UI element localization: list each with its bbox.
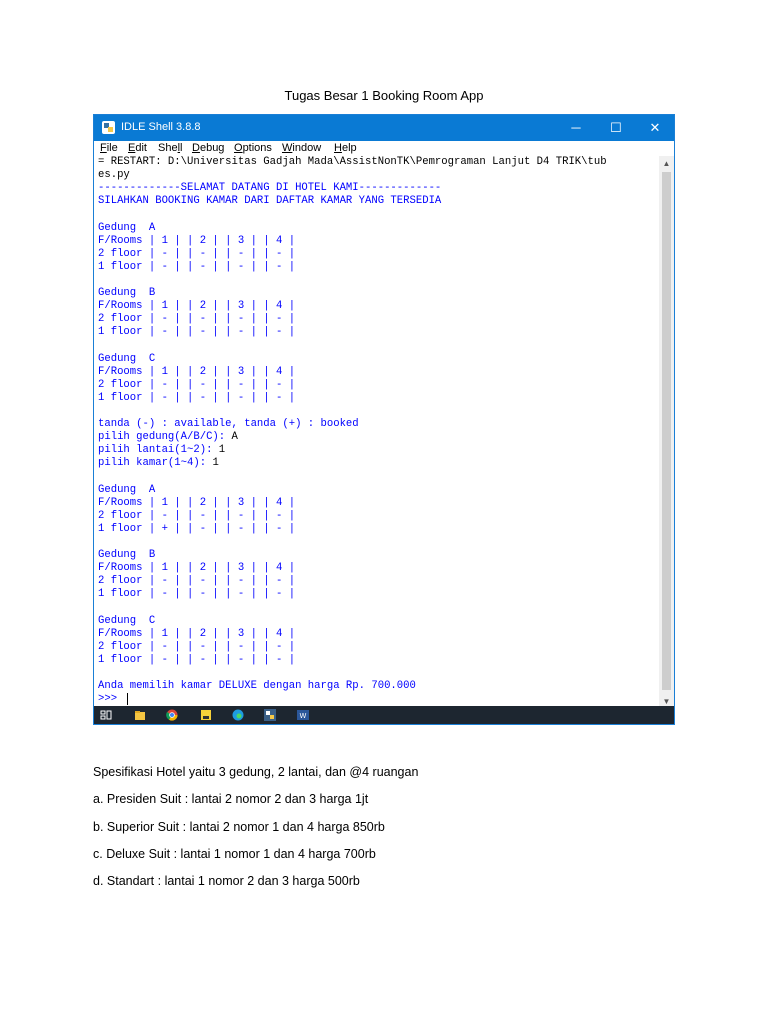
console-line	[98, 379, 295, 392]
console-line	[98, 300, 295, 313]
menu-file-mnemonic: F	[100, 142, 107, 154]
console-line	[98, 169, 130, 182]
console-line-text: pilih lantai(1~2):	[98, 444, 219, 457]
console-line	[98, 156, 607, 169]
console-line-text: 1 floor | - | | - | | - | | - |	[98, 588, 296, 601]
console-line-text: Gedung A	[98, 483, 156, 496]
console-line	[98, 353, 155, 366]
menu-edit-mnemonic: E	[128, 142, 136, 154]
maximize-button[interactable]: ☐	[610, 120, 622, 135]
menu-help[interactable]	[334, 142, 357, 154]
console-line-text: pilih gedung(A/B/C):	[98, 431, 232, 444]
console-line-text: -------------SELAMAT DATANG DI HOTEL KAMI-------------	[98, 182, 442, 195]
console-line-text: es.py	[98, 169, 130, 182]
close-button[interactable]: ✕	[649, 120, 661, 135]
idle-icon[interactable]	[264, 709, 276, 721]
menu-shell[interactable]	[158, 142, 182, 154]
shell-console-output[interactable]	[98, 156, 660, 708]
console-line-text: F/Rooms | 1 | | 2 | | 3 | | 4 |	[98, 562, 296, 575]
console-line-text: 1 floor | - | | - | | - | | - |	[98, 260, 296, 273]
spec-line-standart: d. Standart : lantai 1 nomor 2 dan 3 harga 500rb	[93, 874, 360, 888]
console-line-text: 2 floor | - | | - | | - | | - |	[98, 640, 296, 653]
menu-shell-label-end: l	[180, 142, 183, 154]
console-line-text: 2 floor | - | | - | | - | | - |	[98, 509, 296, 522]
document-title: Tugas Besar 1 Booking Room App	[284, 88, 484, 103]
console-line	[98, 523, 295, 536]
console-line	[98, 222, 155, 235]
menu-options-label: ptions	[242, 142, 272, 154]
console-line	[98, 261, 295, 274]
console-line	[98, 195, 441, 208]
windows-taskbar	[94, 706, 674, 724]
console-line	[98, 588, 295, 601]
console-line-text: = RESTART: D:\Universitas Gadjah Mada\AssistNonTK\Pemrograman Lanjut D4 TRIK\tub	[98, 156, 607, 168]
console-line	[98, 248, 295, 261]
console-line-text: 2 floor | - | | - | | - | | - |	[98, 247, 296, 260]
console-line-text: SILAHKAN BOOKING KAMAR DARI DAFTAR KAMAR YANG TERSEDIA	[98, 195, 442, 208]
sticky-notes-icon[interactable]	[200, 709, 212, 721]
idle-shell-window[interactable]	[93, 114, 675, 725]
console-line	[98, 575, 295, 588]
console-line-text: 2 floor | - | | - | | - | | - |	[98, 378, 296, 391]
minimize-button[interactable]: ─	[571, 120, 581, 135]
console-line	[98, 418, 359, 431]
console-line	[98, 549, 155, 562]
svg-text:W: W	[299, 712, 307, 720]
console-line	[98, 182, 441, 195]
spec-line-intro: Spesifikasi Hotel yaitu 3 gedung, 2 lantai, dan @4 ruangan	[93, 765, 419, 779]
console-line	[98, 431, 238, 444]
menu-shell-label: She	[158, 142, 178, 154]
console-line	[98, 457, 219, 470]
console-line-text: 1 floor | + | | - | | - | | - |	[98, 522, 296, 535]
word-icon[interactable]	[297, 709, 309, 721]
console-line	[98, 510, 295, 523]
console-line-text: F/Rooms | 1 | | 2 | | 3 | | 4 |	[98, 496, 296, 509]
console-line	[98, 444, 225, 457]
console-line-text: Gedung B	[98, 287, 156, 299]
console-line-text: F/Rooms | 1 | | 2 | | 3 | | 4 |	[98, 234, 296, 247]
console-line	[98, 654, 295, 667]
menu-window-mnemonic: W	[282, 142, 293, 154]
console-line	[98, 680, 416, 693]
file-explorer-icon[interactable]	[134, 709, 146, 721]
menu-window-label: indow	[292, 142, 322, 154]
console-line-text: 2 floor | - | | - | | - | | - |	[98, 313, 296, 326]
menubar	[94, 141, 674, 156]
console-line-text: Gedung C	[98, 614, 156, 627]
spec-line-deluxe: c. Deluxe Suit : lantai 1 nomor 1 dan 4 harga 700rb	[93, 847, 376, 861]
console-line	[98, 235, 295, 248]
menu-options[interactable]	[234, 142, 272, 154]
scroll-up-arrow-icon[interactable]: ▲	[662, 159, 671, 168]
text-cursor	[127, 693, 128, 705]
console-user-input: 1	[212, 457, 219, 470]
spec-line-superior: b. Superior Suit : lantai 2 nomor 1 dan 4 harga 850rb	[93, 820, 385, 834]
menu-edit-label: dit	[135, 142, 147, 154]
console-user-input: A	[231, 431, 238, 444]
python-idle-icon	[102, 121, 115, 134]
menu-edit[interactable]	[128, 142, 147, 154]
menu-help-label: elp	[341, 142, 357, 154]
console-line	[98, 641, 295, 654]
menu-debug-label: ebug	[199, 142, 225, 154]
console-line-text: F/Rooms | 1 | | 2 | | 3 | | 4 |	[98, 300, 296, 313]
console-line-text: 1 floor | - | | - | | - | | - |	[98, 391, 296, 404]
console-line-text: F/Rooms | 1 | | 2 | | 3 | | 4 |	[98, 365, 296, 378]
spec-line-presiden: a. Presiden Suit : lantai 2 nomor 2 dan 3 harga 1jt	[93, 792, 369, 806]
console-line-text: 1 floor | - | | - | | - | | - |	[98, 653, 296, 666]
vertical-scrollbar[interactable]	[659, 156, 674, 708]
console-line-text: Gedung A	[98, 221, 156, 234]
chrome-icon[interactable]	[166, 709, 178, 721]
task-view-icon[interactable]	[100, 709, 112, 721]
console-line	[98, 313, 295, 326]
menu-file[interactable]	[100, 142, 118, 154]
scroll-down-arrow-icon[interactable]: ▼	[662, 697, 671, 706]
scrollbar-thumb[interactable]	[662, 172, 671, 690]
console-user-input: 1	[218, 444, 226, 457]
menu-debug-mnemonic: D	[192, 142, 200, 154]
menu-debug[interactable]	[192, 142, 224, 154]
console-line	[98, 615, 155, 628]
console-line-text: pilih kamar(1~4):	[98, 457, 213, 470]
window-title: IDLE Shell 3.8.8	[121, 121, 201, 133]
console-line	[98, 484, 155, 497]
console-line-text: >>>	[98, 693, 124, 706]
edge-icon[interactable]	[232, 709, 244, 721]
console-line	[98, 326, 295, 339]
console-line	[98, 392, 295, 405]
console-line-text: 2 floor | - | | - | | - | | - |	[98, 575, 296, 588]
console-line-text: F/Rooms | 1 | | 2 | | 3 | | 4 |	[98, 627, 296, 640]
console-line-text: 1 floor | - | | - | | - | | - |	[98, 326, 296, 339]
console-line-text: Anda memilih kamar DELUXE dengan harga Rp. 700.000	[98, 680, 416, 692]
console-line	[98, 287, 155, 300]
console-line-text: Gedung C	[98, 352, 156, 365]
console-line	[98, 497, 295, 510]
console-line-text: Gedung B	[98, 549, 156, 561]
console-line	[98, 628, 295, 641]
console-line	[98, 366, 295, 379]
console-line	[98, 562, 295, 575]
menu-shell-mnemonic: l	[177, 142, 181, 154]
menu-file-label: ile	[106, 142, 118, 154]
console-line-text: tanda (-) : available, tanda (+) : booked	[98, 418, 359, 430]
console-line	[98, 693, 123, 706]
menu-window[interactable]	[282, 142, 321, 154]
menu-help-mnemonic: H	[334, 142, 342, 154]
menu-options-mnemonic: O	[234, 142, 243, 154]
window-titlebar[interactable]	[94, 115, 674, 141]
